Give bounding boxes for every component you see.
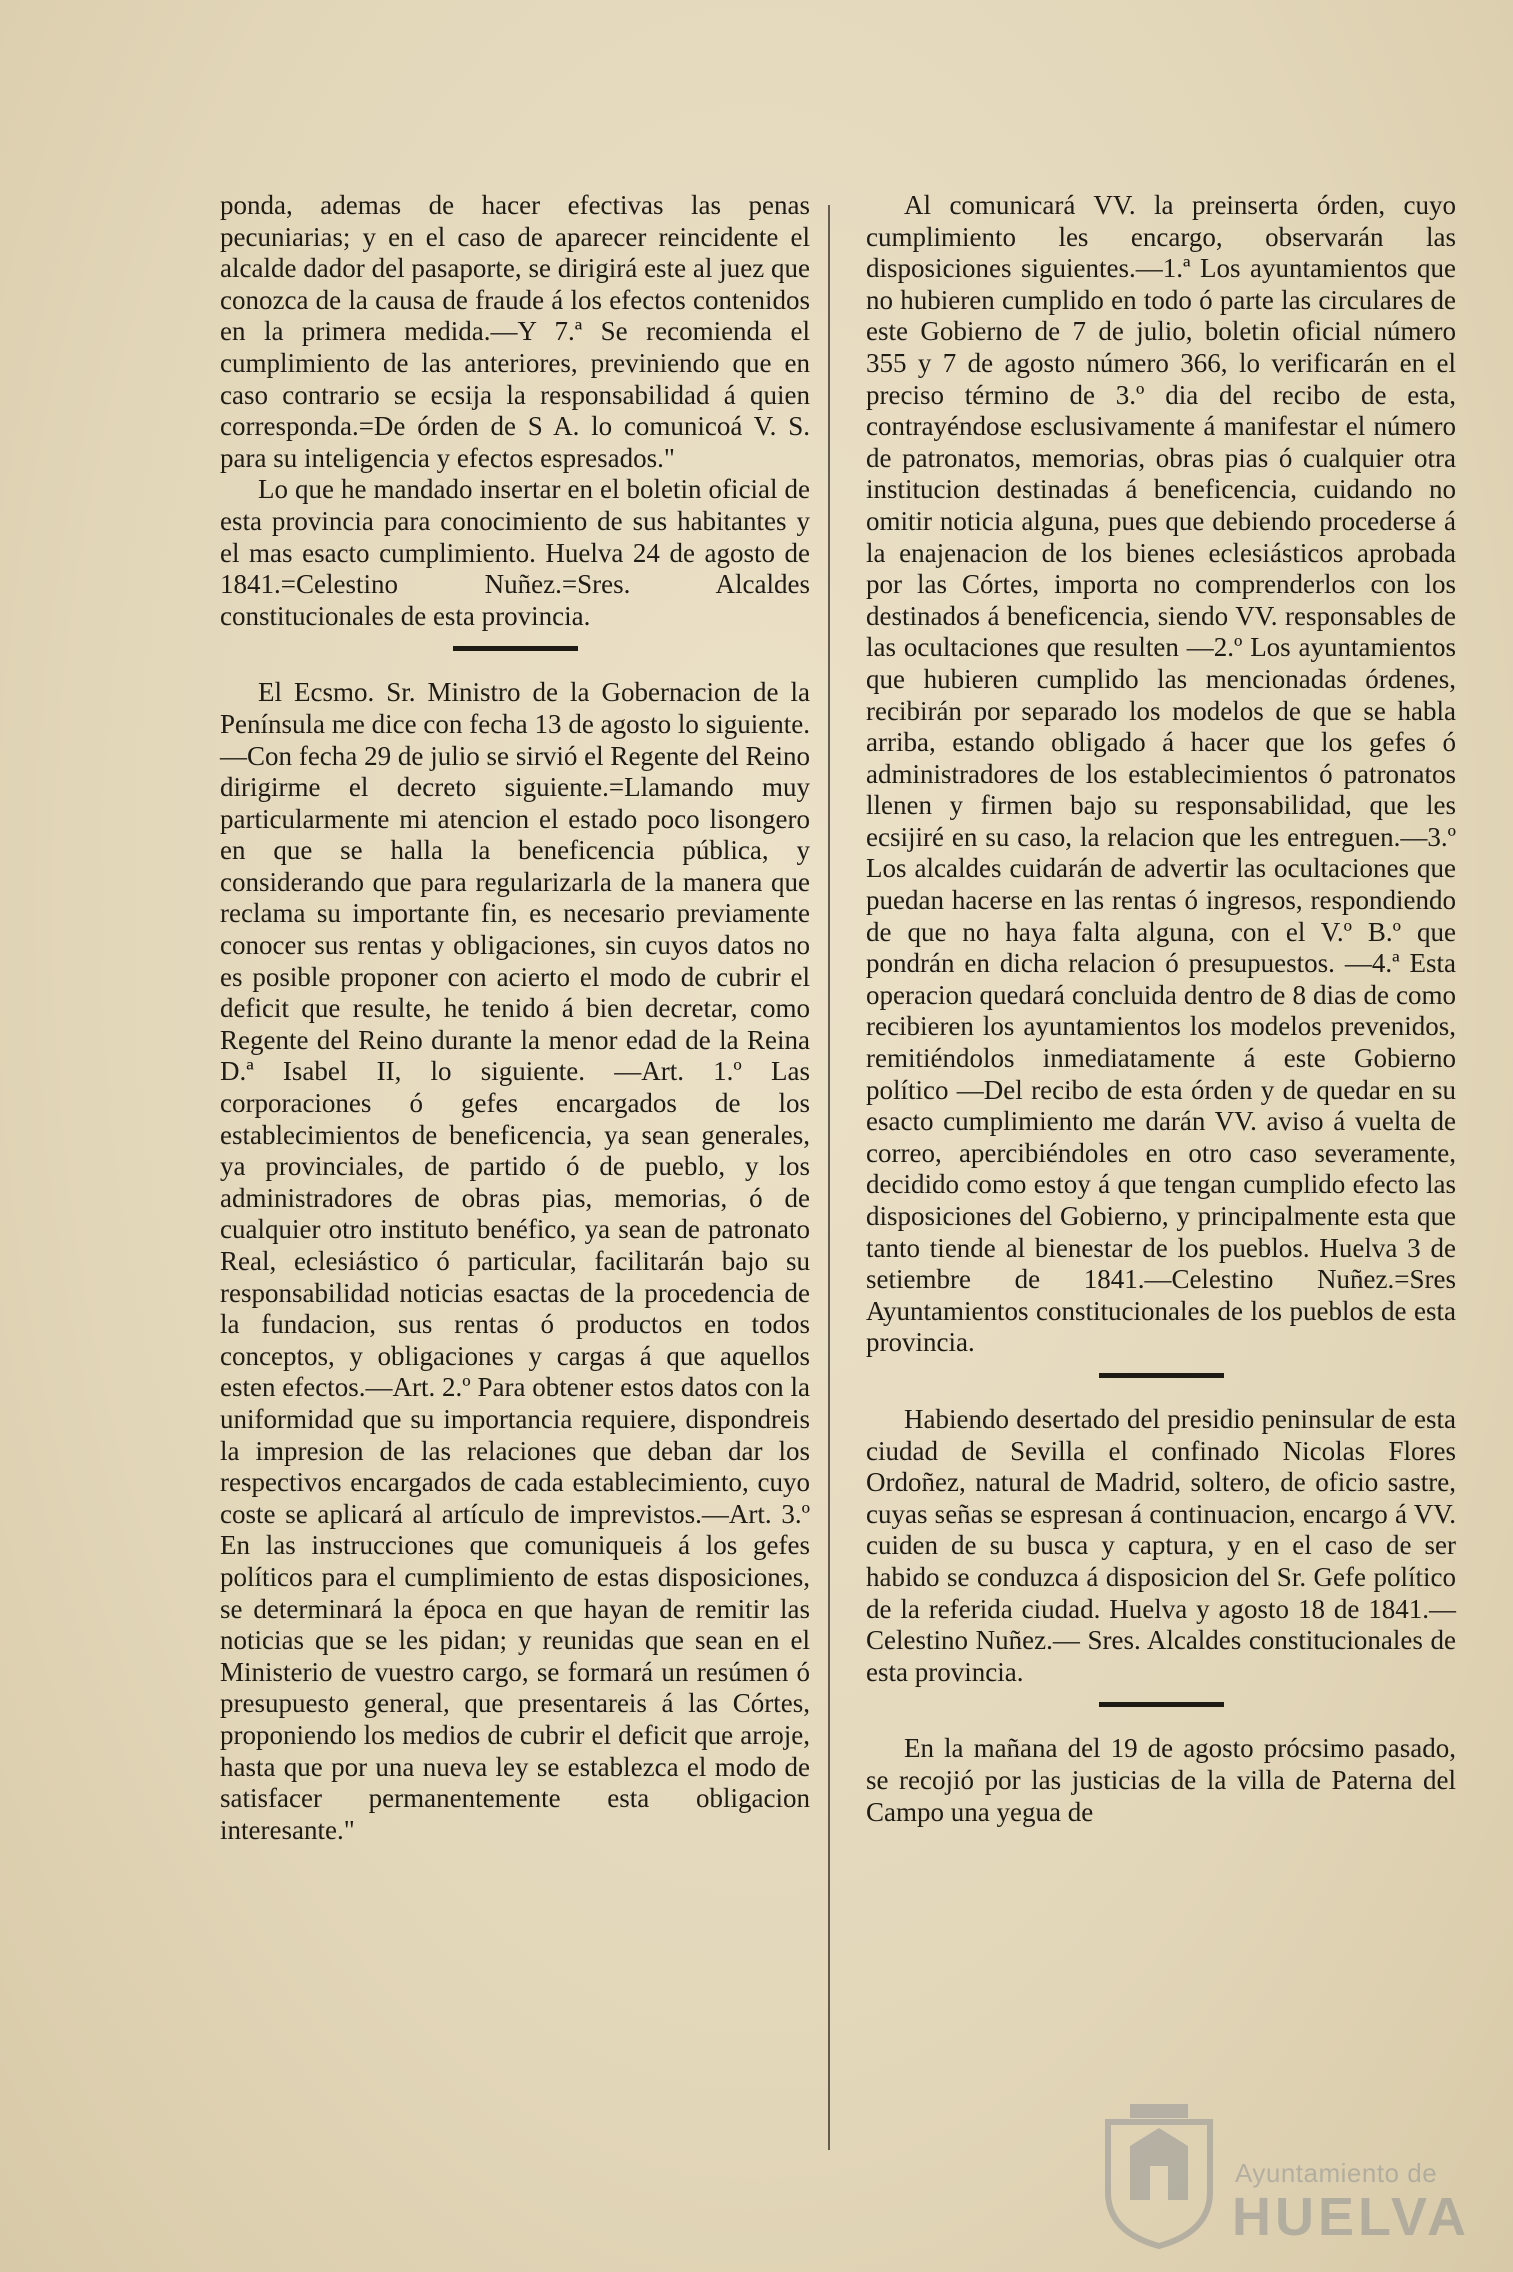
section-separator bbox=[1099, 1702, 1224, 1707]
left-column bbox=[220, 190, 810, 1846]
paragraph-notice-insertion: Lo que he mandado insertar en el boletin oficial de esta provincia para conocimiento de sus habitantes y el mas esacto cumplimiento. Huelva 24 de agosto de 1841.=Celestino Nuñez.=Sres. Alcaldes constitucionales de esta provincia. bbox=[220, 474, 810, 631]
paragraph-deserter-notice: Habiendo desertado del presidio peninsular de esta ciudad de Sevilla el confinado Nicolas Flores Ordoñez, natural de Madrid, soltero, de oficio sastre, cuyas señas se espresan á continuacion, encargo á VV. cuiden de su busca y captura, y en el caso de ser habido se conduzca á disposicion del Sr. Gefe político de la referida ciudad. Huelva y agosto 18 de 1841.—Celestino Nuñez.— Sres. Alcaldes constitucionales de esta provincia. bbox=[866, 1403, 1456, 1687]
paragraph-continuation: ponda, ademas de hacer efectivas las penas pecuniarias; y en el caso de aparecer reincidente el alcalde dador del pasaporte, se dirigirá este al juez que conozca de la causa de fraude á los efectos contenidos en la primera medida.—Y 7.ª Se recomienda el cumplimiento de las anteriores, previniendo que en caso contrario se ecsija la responsabilidad á quien corresponda.=De órden de S A. lo comunicoá V. S. para su inteligencia y efectos espresados." bbox=[220, 190, 810, 473]
section-separator bbox=[453, 646, 578, 651]
paragraph-dispositions: Al comunicará VV. la preinserta órden, cuyo cumplimiento les encargo, observarán las disposiciones siguientes.—1.ª Los ayuntamientos que no hubieren cumplido en todo ó parte las circulares de este Gobierno de 7 de julio, boletin oficial número 355 y 7 de agosto número 366, lo verificarán en el preciso término de 3.º dia del recibo de esta, contrayéndose esclusivamente á manifestar el número de patronatos, memorias, obras pias ó cualquier otra institucion destinadas á beneficencia, cuidando no omitir noticia alguna, pues que debiendo procederse á la enajenacion de los bienes eclesiásticos aprobada por las Córtes, importa no comprenderlos con los destinados á beneficencia, siendo VV. responsables de las ocultaciones que resulten —2.º Los ayuntamientos que hubieren cumplido las mencionadas órdenes, recibirán por separado los modelos de que se habla arriba, estando obligado á hacer que los gefes ó administradores de los establecimientos ó patronatos llenen y firmen bajo su responsabilidad, que les ecsijiré en su caso, la relacion que les entreguen.—3.º Los alcaldes cuidarán de advertir las ocultaciones que puedan hacerse en las rentas ó ingresos, respondiendo de que no haya falta alguna, con el V.º B.º que pondrán en dicha relacion ó presupuestos. —4.ª Esta operacion quedará concluida dentro de 8 dias de como recibieren los ayuntamientos los modelos prevenidos, remitiéndolos inmediatamente á este Gobierno político —Del recibo de esta órden y de quedar en su esacto cumplimiento me darán VV. aviso á vuelta de correo, apercibiéndoles en otro caso severamente, decidido como estoy á que tengan cumplido efecto las disposiciones del Gobierno, y principalmente esta que tanto tiende al bienestar de los pueblos. Huelva 3 de setiembre de 1841.—Celestino Nuñez.=Sres Ayuntamientos constitucionales de los pueblos de esta provincia. bbox=[866, 190, 1456, 1358]
right-column bbox=[866, 190, 1456, 1828]
column-divider bbox=[828, 205, 830, 2150]
watermark-line2: HUELVA bbox=[1232, 2187, 1470, 2247]
paragraph-mare-notice: En la mañana del 19 de agosto prócsimo pasado, se recojió por las justicias de la villa de Paterna del Campo una yegua de bbox=[866, 1733, 1456, 1827]
watermark-line1: Ayuntamiento de bbox=[1235, 2158, 1438, 2188]
section-separator bbox=[1099, 1373, 1224, 1378]
paragraph-minister-decree: El Ecsmo. Sr. Ministro de la Gobernacion de la Península me dice con fecha 13 de agosto lo siguiente.—Con fecha 29 de julio se sirvió el Regente del Reino dirigirme el decreto siguiente.=Llamando muy particularmente mi atencion el estado poco lisongero en que se halla la beneficencia pública, y considerando que para regularizarla de la manera que reclama su importante fin, es necesario previamente conocer sus rentas y obligaciones, sin cuyos datos no es posible proponer con acierto el modo de cubrir el deficit que resulte, he tenido á bien decretar, como Regente del Reino durante la menor edad de la Reina D.ª Isabel II, lo siguiente. —Art. 1.º Las corporaciones ó gefes encargados de los establecimientos de beneficencia, ya sean generales, ya provinciales, de partido ó de pueblo, y los administradores de obras pias, memorias, ó de cualquier otro instituto benéfico, ya sean de patronato Real, eclesiástico ó particular, facilitarán bajo su responsabilidad noticias esactas de la procedencia de la fundacion, sus rentas ó productos en todos conceptos, y obligaciones y cargas á que aquellos esten efectos.—Art. 2.º Para obtener estos datos con la uniformidad que su importancia requiere, dispondreis la impresion de las relaciones que deban dar los respectivos encargados de cada establecimiento, cuyo coste se aplicará al artículo de imprevistos.—Art. 3.º En las instrucciones que comuniqueis á los gefes políticos para el cumplimiento de estas disposiciones, se determinará la época en que hayan de remitir las noticias que se les pidan; y reunidas que sean en el Ministerio de vuestro cargo, se formará un resúmen ó presupuesto general, que presentareis á las Córtes, proponiendo los medios de cubrir el deficit que arroje, hasta que por una nueva ley se establezca el modo de satisfacer permanentemente esta obligacion interesante." bbox=[220, 677, 810, 1845]
crest-icon bbox=[1100, 2100, 1218, 2250]
watermark-logo bbox=[1100, 2100, 1480, 2250]
